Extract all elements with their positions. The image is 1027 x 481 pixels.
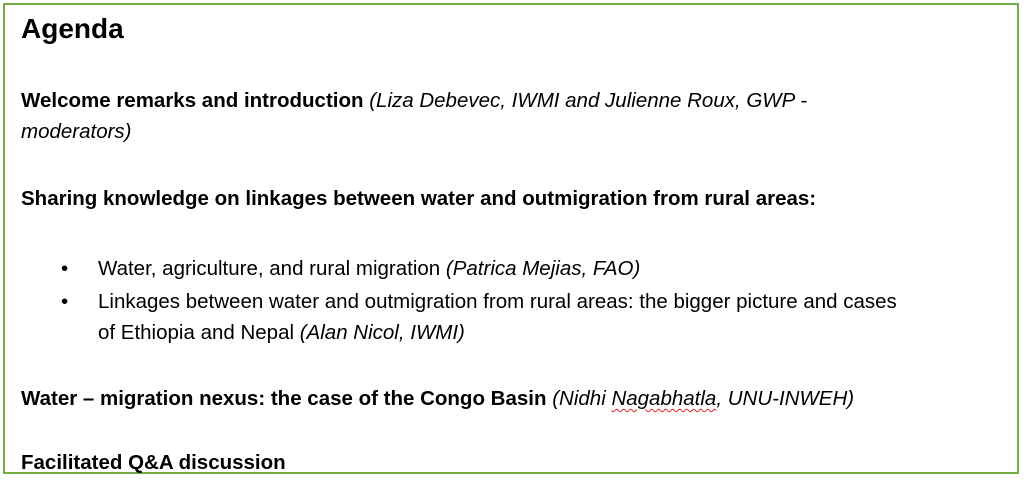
agenda-box [3, 3, 1019, 474]
nexus-title: Water – migration nexus: the case of the Congo Basin [21, 387, 547, 410]
nexus-line [21, 383, 854, 414]
bullet-icon: • [61, 290, 69, 313]
welcome-line-2 [21, 116, 132, 147]
list-item-text [98, 317, 465, 348]
qa-item: Facilitated Q&A discussion [21, 451, 286, 474]
list-item-speaker: (Alan Nicol, IWMI) [299, 321, 465, 344]
nexus-speaker-open: (Nidhi [552, 387, 606, 410]
list-item-topic-line-2: of Ethiopia and Nepal [98, 321, 295, 344]
agenda-title: Agenda [21, 13, 124, 44]
sharing-heading: Sharing knowledge on linkages between water and outmigration from rural areas: [21, 187, 817, 210]
welcome-title: Welcome remarks and introduction [21, 89, 364, 112]
welcome-speakers-line-2: moderators) [21, 120, 132, 143]
list-item-text [98, 253, 640, 284]
list-item-topic-line-1: Linkages between water and outmigration from rural areas: the bigger picture and cases [98, 290, 897, 313]
welcome-speakers-line-1: (Liza Debevec, IWMI and Julienne Roux, GWP - [369, 89, 808, 112]
nexus-speaker-rest: , UNU-INWEH) [716, 387, 855, 410]
nexus-speaker [552, 387, 854, 410]
list-item-topic: Water, agriculture, and rural migration [98, 257, 441, 280]
list-item-text [98, 286, 897, 317]
welcome-line-1 [21, 85, 807, 116]
nexus-speaker-name: Nagabhatla [611, 387, 717, 410]
bullet-icon: • [61, 257, 69, 280]
list-item-speaker: (Patrica Mejias, FAO) [445, 257, 641, 280]
